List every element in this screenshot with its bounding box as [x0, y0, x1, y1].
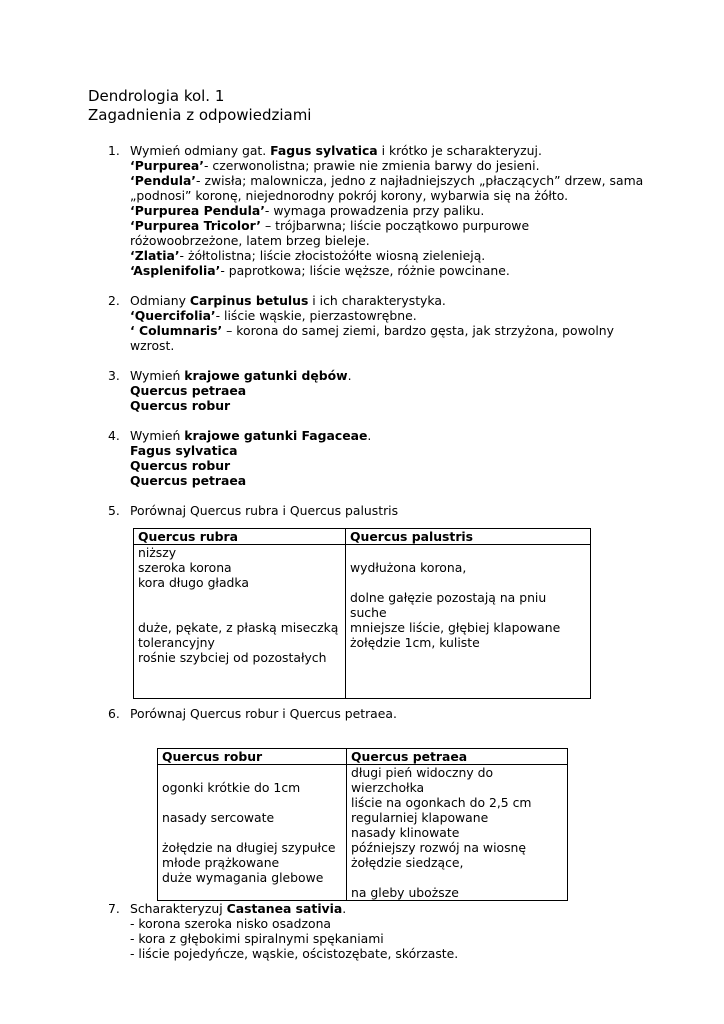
table-header: Quercus rubra	[134, 529, 346, 545]
question-5: 5. Porównaj Quercus rubra i Quercus palustris	[108, 503, 399, 518]
question-3: 3. Wymień krajowe gatunki dębów. Quercus petraea Quercus robur	[108, 368, 352, 413]
question-number: 3.	[108, 368, 120, 383]
question-number: 1.	[108, 143, 120, 158]
question-4: 4. Wymień krajowe gatunki Fagaceae. Fagus sylvatica Quercus robur Quercus petraea	[108, 428, 372, 488]
list-item: - liście pojedyńcze, wąskie, ościstozębate, skórzaste.	[130, 946, 459, 961]
question-1: 1. Wymień odmiany gat. Fagus sylvatica i krótko je scharakteryzuj. ‘Purpurea’- czerwonolistna; prawie nie zmienia barwy do jesieni. ‘Pendula’- zwisła; malownicza, jedno z najładniejszych „płaczących” drzew, sama „podnosi” koronę, niejednorodny pokrój korony, wybarwia się na żółto. ‘Purpurea Pendula’- wymaga prowadzenia przy paliku. ‘Purpurea Tricolor’ – trójbarwna; liście początkowo purpurowe różowoobrzeżone, latem brzeg bieleje. ‘Zlatia’- żółtolistna; liście złocistożółte wiosną zielenieją. ‘Asplenifolia’- paprotkowa; liście węższe, różnie powcinane.	[88, 143, 648, 278]
table-header: Quercus palustris	[346, 529, 591, 545]
table-cell: niższy szeroka korona kora długo gładka duże, pękate, z płaską miseczką tolerancyjny rośnie szybciej od pozostałych	[134, 545, 346, 699]
list-item: - kora z głębokimi spiralnymi spękaniami	[130, 931, 384, 946]
question-2: 2. Odmiany Carpinus betulus i ich charakterystyka. ‘Quercifolia’- liście wąskie, pierzastowrębne. ‘ Columnaris’ – korona do samej ziemi, bardzo gęsta, jak strzyżona, powolny wzrost.	[88, 293, 648, 353]
list-item: Quercus robur	[130, 458, 231, 473]
list-item: ‘Asplenifolia’- paprotkowa; liście węższe, różnie powcinane.	[130, 263, 510, 278]
question-number: 5.	[108, 503, 120, 518]
list-item: wzrost.	[130, 338, 175, 353]
table-header: Quercus petraea	[347, 749, 568, 765]
list-item: Fagus sylvatica	[130, 443, 238, 458]
question-number: 6.	[108, 706, 120, 721]
question-6: 6. Porównaj Quercus robur i Quercus petraea.	[108, 706, 397, 721]
list-item: ‘Pendula’- zwisła; malownicza, jedno z najładniejszych „płaczących” drzew, sama	[130, 173, 644, 188]
list-item: różowoobrzeżone, latem brzeg bieleje.	[130, 233, 370, 248]
list-item: „podnosi” koronę, niejednorodny pokrój korony, wybarwia się na żółto.	[130, 188, 569, 203]
list-item: ‘Purpurea’- czerwonolistna; prawie nie zmienia barwy do jesieni.	[130, 158, 540, 173]
table-header: Quercus robur	[158, 749, 347, 765]
question-7: 7. Scharakteryzuj Castanea sativia. - korona szeroka nisko osadzona - kora z głębokimi spiralnymi spękaniami - liście pojedyńcze, wąskie, ościstozębate, skórzaste.	[88, 901, 648, 961]
table-cell: ogonki krótkie do 1cm nasady sercowate żołędzie na długiej szypułce młode prążkowane duże wymagania glebowe	[158, 765, 347, 901]
list-item: Quercus petraea	[130, 383, 247, 398]
list-item: - korona szeroka nisko osadzona	[130, 916, 332, 931]
table-cell: długi pień widoczny do wierzchołka liście na ogonkach do 2,5 cm regularniej klapowane nasady klinowate późniejszy rozwój na wiosnę żołędzie siedzące, na gleby uboższe	[347, 765, 568, 901]
table-cell: wydłużona korona, dolne gałęzie pozostają na pniu suche mniejsze liście, głębiej klapowane żołędzie 1cm, kuliste	[346, 545, 591, 699]
list-item: ‘Purpurea Pendula’- wymaga prowadzenia przy paliku.	[130, 203, 485, 218]
list-item: Quercus petraea	[130, 473, 247, 488]
question-number: 4.	[108, 428, 120, 443]
list-item: ‘Quercifolia’- liście wąskie, pierzastowrębne.	[130, 308, 417, 323]
document-page	[88, 87, 648, 961]
doc-subtitle: Zagadnienia z odpowiedziami	[88, 106, 312, 124]
comparison-table-robur-petraea	[157, 748, 568, 901]
list-item: ‘Purpurea Tricolor’ – trójbarwna; liście początkowo purpurowe	[130, 218, 530, 233]
comparison-table-rubra-palustris	[133, 528, 591, 699]
list-item: Quercus robur	[130, 398, 231, 413]
question-number: 2.	[108, 293, 120, 308]
doc-title: Dendrologia kol. 1	[88, 87, 225, 105]
question-number: 7.	[108, 901, 120, 916]
list-item: ‘Zlatia’- żółtolistna; liście złocistożółte wiosną zielenieją.	[130, 248, 486, 263]
list-item: ‘ Columnaris’ – korona do samej ziemi, bardzo gęsta, jak strzyżona, powolny	[130, 323, 614, 338]
